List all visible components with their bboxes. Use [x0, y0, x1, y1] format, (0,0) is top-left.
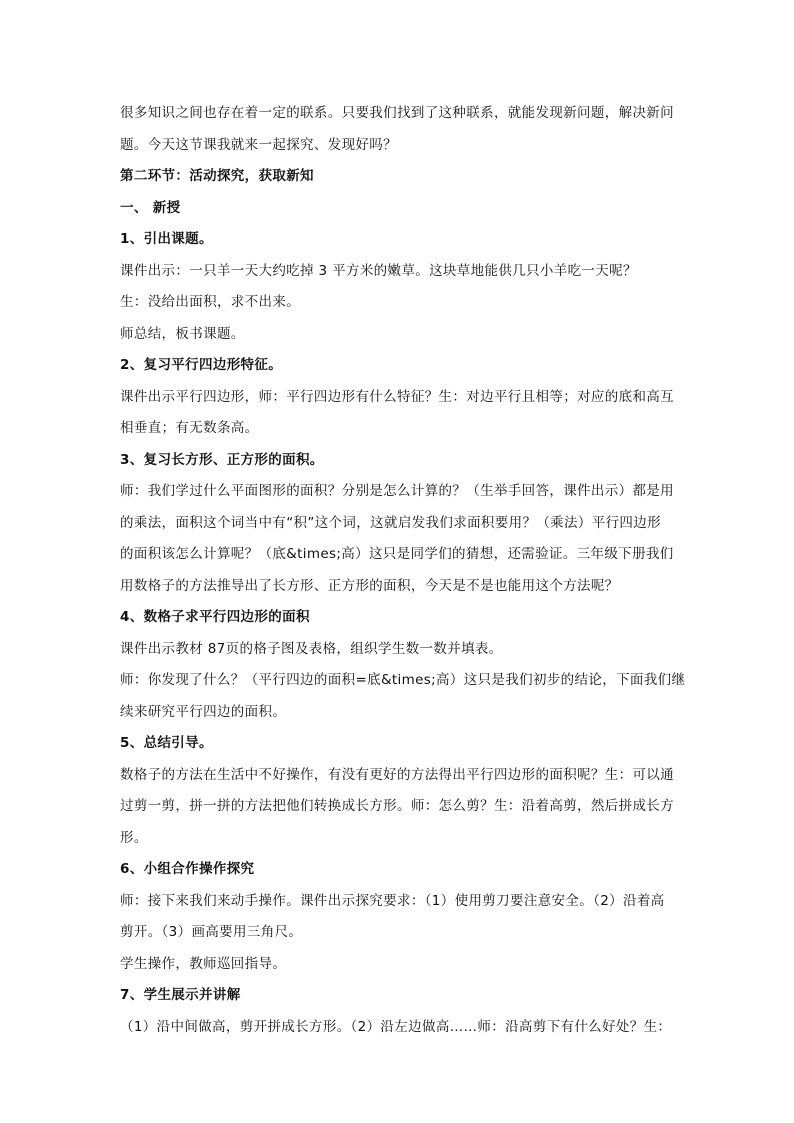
- section-heading: 7、学生展示并讲解: [120, 987, 241, 1003]
- paragraph-line: 师：我们学过什么平面图形的面积？分别是怎么计算的？（生举手回答，课件出示）都是用: [120, 483, 674, 499]
- paragraph-line: 用数格子的方法推导出了长方形、正方形的面积，今天是不是也能用这个方法呢？: [120, 577, 619, 594]
- paragraph-line: 课件出示平行四边形，师：平行四边形有什么特征？生：对边平行且相等；对应的底和高互: [120, 388, 674, 405]
- paragraph-line: 生：没给出面积，求不出来。: [120, 294, 301, 310]
- section-heading: 2、复习平行四边形特征。: [120, 357, 283, 373]
- paragraph-line: 过剪一剪，拼一拼的方法把他们转换成长方形。师：怎么剪？生：沿着高剪，然后拼成长方: [120, 798, 674, 814]
- paragraph-line: 续来研究平行四边的面积。: [120, 703, 287, 720]
- paragraph-line: 相垂直；有无数条高。: [120, 420, 259, 436]
- section-heading: 一、 新授: [120, 199, 181, 216]
- paragraph-line: 很多知识之间也存在着一定的联系。只要我们找到了这种联系，就能发现新问题，解决新问: [120, 105, 674, 121]
- section-heading: 4、数格子求平行四边形的面积: [120, 609, 310, 625]
- section-heading: 6、小组合作操作探究: [120, 861, 255, 877]
- paragraph-line: 剪开。（3）画高要用三角尺。: [120, 924, 303, 940]
- paragraph-line: 的乘法，面积这个词当中有“积”这个词，这就启发我们求面积要用？（乘法）平行四边形: [120, 514, 661, 531]
- paragraph-line: 形。: [120, 829, 148, 846]
- paragraph-line: 题。今天这节课我就来一起探究、发现好吗？: [120, 136, 397, 153]
- paragraph-line: 课件出示教材 87页的格子图及表格，组织学生数一数并填表。: [120, 640, 503, 657]
- paragraph-line: 课件出示：一只羊一天大约吃掉 3 平方米的嫩草。这块草地能供几只小羊吃一天呢？: [120, 262, 637, 279]
- paragraph-line: 数格子的方法在生活中不好操作，有没有更好的方法得出平行四边形的面积呢？生：可以通: [120, 766, 674, 783]
- section-heading: 1、引出课题。: [120, 231, 213, 247]
- paragraph-line: 师：接下来我们来动手操作。课件出示探究要求：（1）使用剪刀要注意安全。（2）沿着高: [120, 892, 665, 909]
- paragraph-line: 师：你发现了什么？（平行四边的面积=底&times;高）这只是我们初步的结论，下面我们继: [120, 672, 686, 688]
- paragraph-line: （1）沿中间做高，剪开拼成长方形。（2）沿左边做高……师：沿高剪下有什么好处？生：: [120, 1018, 672, 1035]
- paragraph-line: 的面积该怎么计算呢？（底&times;高）这只是同学们的猜想，还需验证。三年级下册我们: [120, 546, 674, 562]
- lesson-plan-text: [120, 98, 686, 1043]
- section-heading: 3、复习长方形、正方形的面积。: [120, 451, 324, 468]
- section-heading: 5、总结引导。: [120, 735, 213, 751]
- section-heading: 第二环节：活动探究，获取新知: [120, 168, 314, 184]
- paragraph-line: 学生操作，教师巡回指导。: [120, 955, 287, 972]
- paragraph-line: 师总结，板书课题。: [120, 325, 245, 342]
